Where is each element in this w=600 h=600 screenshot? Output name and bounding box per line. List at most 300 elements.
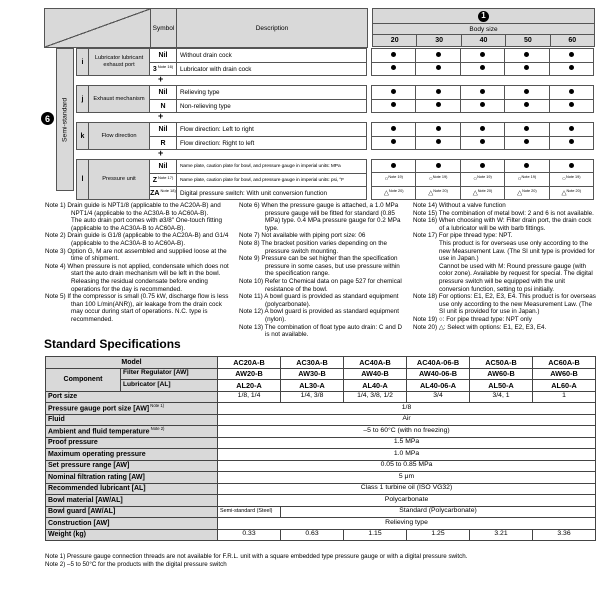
footnote-item: Note 2) –5 to 50°C for the products with the digital pressure switch: [45, 560, 227, 568]
component-value: AW60-B: [470, 368, 533, 380]
group-row-l: [76, 159, 594, 200]
marks-table: [371, 159, 594, 200]
group-options: [150, 123, 366, 149]
spec-row: [46, 506, 596, 518]
filled-dot-icon: [524, 102, 529, 107]
spec-cell: 1/4, 3/8, 1/2: [344, 391, 407, 403]
note-text: This product is for overseas use only according to the new Measurement Law. (The SI unit type is provided for use in Japan.): [439, 239, 595, 263]
filled-dot-icon: [524, 163, 529, 168]
note-text: Note 2) Drain guide is G1/8 (applicable to the AC20A-B) and G1/4 (applicable to the AC30A-B to AC60A-B).: [45, 232, 229, 247]
label-note-ref: Note 1): [149, 403, 165, 409]
option-row: [150, 136, 366, 149]
note-text: Note 20) △: Select with options: E1, E2, E3, E4.: [413, 323, 547, 331]
spec-row-label: Bowl material [AW/AL]: [46, 495, 218, 507]
model-value: AC40A-B: [344, 357, 407, 369]
mark-cell: [460, 173, 504, 186]
open-circle-icon: ○: [562, 176, 566, 184]
spec-first-cell: Semi-standard (Steel): [218, 506, 281, 518]
symbol-cell: Nil: [150, 123, 177, 136]
symbol-header: Symbol: [150, 8, 177, 48]
group-name: Flow direction: [89, 123, 150, 149]
open-circle-icon: ○: [517, 176, 522, 184]
triangle-icon: △: [428, 189, 434, 197]
spec-row-model: [46, 357, 596, 369]
spec-cell: 1: [533, 391, 596, 403]
spec-row-component: [46, 380, 596, 392]
note-text: Note 16) When choosing with W: Filter drain port, the drain cock of a lubricator will be with barb fittings.: [413, 217, 592, 232]
label-note-ref: Note 2): [149, 426, 165, 432]
filled-dot-icon: [569, 163, 574, 168]
note-text: Cannot be used with M: Round pressure gauge (with color zone). Available by request for special. The digital pressure switch will be equipped with the unit conversion function, setting to psi initially.: [439, 262, 593, 293]
open-circle-icon: ○: [428, 176, 433, 184]
mark-cell: [549, 86, 593, 100]
filled-dot-icon: [436, 89, 441, 94]
component-value: AW30-B: [281, 368, 344, 380]
spec-cell: 3/4, 1: [470, 391, 533, 403]
triangle-icon: △: [472, 189, 478, 197]
spec-row: [46, 529, 596, 541]
spec-row-label: Ambient and fluid temperature $^{Note 2)}$: [46, 426, 218, 438]
mark-note-ref: Note 20): [433, 188, 448, 193]
mark-cell: [549, 136, 593, 150]
mark-cell: [372, 173, 416, 186]
open-circle-icon: ○: [384, 176, 389, 184]
note-column: [45, 202, 233, 339]
note-column: [413, 202, 597, 339]
component-value: AL40-A: [344, 380, 407, 392]
spec-span-cell: Relieving type: [218, 518, 596, 530]
marks-row: [372, 136, 594, 150]
filled-dot-icon: [436, 126, 441, 131]
note-item: [239, 202, 407, 232]
note-item: [413, 324, 597, 332]
spec-span-cell: 0.05 to 0.85 MPa: [218, 460, 596, 472]
option-row: [150, 160, 366, 173]
mark-cell: [460, 99, 504, 113]
component-value: AW40-06-B: [407, 368, 470, 380]
component-label: Component: [46, 368, 121, 391]
filled-dot-icon: [436, 52, 441, 57]
description-cell: Lubricator with drain cock: [177, 63, 366, 75]
triangle-icon: △: [383, 189, 389, 197]
mark-cell: [372, 86, 416, 100]
spec-span-cell: 5 μm: [218, 472, 596, 484]
description-cell: Digital pressure switch: With unit conversion function: [177, 187, 366, 199]
spec-row: [46, 472, 596, 484]
option-row: [150, 62, 366, 75]
mark-note-ref: Note 19): [388, 175, 403, 180]
note-item: [239, 293, 407, 308]
group-left: [76, 122, 367, 150]
spec-rest-cell: Standard (Polycarbonate): [281, 506, 596, 518]
mark-cell: [460, 123, 504, 137]
filled-dot-icon: [436, 163, 441, 168]
note-text: Note 17) For pipe thread type: NPT.: [413, 232, 513, 240]
spec-span-cell: Class 1 turbine oil (ISO VG32): [218, 483, 596, 495]
mark-cell: [416, 173, 460, 186]
mark-cell: [372, 123, 416, 137]
spec-row: [46, 391, 596, 403]
model-value: AC40A-06-B: [407, 357, 470, 369]
number-1-badge-icon: 1: [478, 11, 489, 22]
spec-row-label: Bowl guard [AW/AL]: [46, 506, 218, 518]
component-value: AL60-A: [533, 380, 596, 392]
group-letter: k: [77, 123, 89, 149]
group-row-i: [76, 48, 594, 76]
mark-cell: [460, 62, 504, 76]
mark-cell: [549, 160, 593, 173]
spec-cell: 0.33: [218, 529, 281, 541]
filled-dot-icon: [569, 65, 574, 70]
filled-dot-icon: [524, 89, 529, 94]
note-text: Note 10) Refer to Chemical data on page 527 for chemical resistance of the bowl.: [239, 277, 402, 293]
mark-cell: [549, 99, 593, 113]
description-cell: Without drain cock: [177, 49, 366, 62]
specs-table-body: [46, 357, 596, 541]
filled-dot-icon: [524, 65, 529, 70]
symbol-cell: ZA Note 18): [150, 187, 177, 199]
size-col-40: 40: [461, 35, 505, 47]
marks-row: [372, 160, 594, 173]
spec-span-cell: 1.0 MPa: [218, 449, 596, 461]
note-item: [413, 202, 597, 210]
filled-dot-icon: [480, 65, 485, 70]
description-cell: Flow direction: Left to right: [177, 123, 366, 136]
specs-table: [45, 356, 596, 541]
group-left: [76, 159, 367, 200]
marks-table: [371, 48, 594, 76]
note-column: [239, 202, 407, 339]
filled-dot-icon: [569, 139, 574, 144]
spec-span-cell: –5 to 60°C (with no freezing): [218, 426, 596, 438]
group-left: [76, 85, 367, 113]
group-letter: j: [77, 86, 89, 112]
mark-cell: [416, 186, 460, 199]
spec-cell: 1.15: [344, 529, 407, 541]
spec-cell: 3.21: [470, 529, 533, 541]
size-col-30: 30: [417, 35, 461, 47]
specs-footnotes: [45, 553, 597, 568]
group-options: [150, 49, 366, 75]
filled-dot-icon: [524, 139, 529, 144]
filled-dot-icon: [480, 89, 485, 94]
symbol-cell: Nil: [150, 49, 177, 62]
filled-dot-icon: [524, 52, 529, 57]
filled-dot-icon: [480, 126, 485, 131]
group-name: Lubricator lubricant exhaust port: [89, 49, 150, 75]
symbol-cell: N: [150, 100, 177, 112]
option-row: [150, 173, 366, 186]
model-value: AC60A-B: [533, 357, 596, 369]
size-col-50: 50: [506, 35, 550, 47]
component-sub-label: Lubricator [AL]: [121, 380, 218, 392]
spec-cell: 1/8, 1/4: [218, 391, 281, 403]
model-value: AC30A-B: [281, 357, 344, 369]
body-size-badge-cell: [373, 9, 595, 24]
plus-sign: +: [158, 111, 164, 121]
spec-row-label: Set pressure range [AW]: [46, 460, 218, 472]
description-cell: Name plate, caution plate for bowl, and pressure gauge in imperial units: psi, °F: [177, 174, 366, 186]
mark-cell: [460, 86, 504, 100]
description-cell: Name plate, caution plate for bowl, and pressure gauge in imperial units: MPa: [177, 160, 366, 173]
marks-table: [371, 85, 594, 113]
option-row: [150, 99, 366, 112]
group-letter: i: [77, 49, 89, 75]
mark-note-ref: Note 20): [566, 188, 582, 193]
mark-cell: [460, 49, 504, 63]
mark-note-ref: Note 19): [521, 175, 537, 180]
filled-dot-icon: [480, 102, 485, 107]
note-item: [239, 232, 407, 240]
description-cell: Non-relieving type: [177, 100, 366, 112]
spec-row-label: Construction [AW]: [46, 518, 218, 530]
mark-cell: [416, 86, 460, 100]
note-text: Note 12) A bowl guard is provided as standard equipment (nylon).: [239, 308, 399, 323]
note-item: [45, 232, 233, 247]
mark-note-ref: Note 20): [522, 188, 537, 193]
filled-dot-icon: [569, 52, 574, 57]
mark-cell: [416, 99, 460, 113]
component-value: AW40-B: [344, 368, 407, 380]
spec-span-cell: Polycarbonate: [218, 495, 596, 507]
note-text: Note 18) For options: E1, E2, E3, E4. This product is for overseas use only according to the new Measurement Law. (The SI unit is provided for use in Japan.): [413, 293, 596, 316]
mark-cell: [505, 49, 549, 63]
component-value: AL20-A: [218, 380, 281, 392]
mark-cell: [416, 123, 460, 137]
note-text: Note 8) The bracket position varies depending on the pressure switch mounting.: [239, 239, 387, 255]
note-item: [239, 308, 407, 323]
filled-dot-icon: [391, 139, 396, 144]
component-value: AW60-B: [533, 368, 596, 380]
marks-row: [372, 86, 594, 100]
semi-standard-badge-icon: 6: [41, 112, 54, 125]
mark-cell: [549, 186, 593, 199]
filled-dot-icon: [569, 126, 574, 131]
spec-row: [46, 414, 596, 426]
spec-span-cell: Air: [218, 414, 596, 426]
filled-dot-icon: [480, 52, 485, 57]
spec-row-label: Fluid: [46, 414, 218, 426]
note-item: [239, 278, 407, 293]
note-item: [413, 293, 597, 316]
symbol-cell: 3 Note 16): [150, 63, 177, 75]
symbol-cell: Z Note 17): [150, 174, 177, 186]
note-text: Note 13) The combination of float type auto drain: C and D is not available.: [239, 323, 402, 339]
plus-separator: [76, 113, 594, 122]
semi-standard-label: Semi-standard: [56, 48, 74, 191]
mark-note-ref: Note 19): [432, 175, 448, 180]
mark-cell: [372, 99, 416, 113]
spec-row-label: Maximum operating pressure: [46, 449, 218, 461]
note-item: [45, 248, 233, 263]
mark-cell: [416, 49, 460, 63]
component-sub-label: Filter Regulator [AW]: [121, 368, 218, 380]
spec-row: [46, 403, 596, 415]
filled-dot-icon: [391, 126, 396, 131]
note-text: Note 9) Pressure can be set higher than the specification pressure in some cases, but use pressure within the specification range.: [239, 255, 400, 278]
model-value: AC20A-B: [218, 357, 281, 369]
mark-cell: [505, 99, 549, 113]
symbol-note-ref: Note 16): [157, 64, 174, 69]
diagonal-header-cell: [44, 8, 150, 48]
mark-cell: [505, 186, 549, 199]
spec-span-cell: 1.5 MPa: [218, 437, 596, 449]
filled-dot-icon: [569, 102, 574, 107]
mark-note-ref: Note 19): [565, 175, 581, 180]
group-row-k: [76, 122, 594, 150]
mark-cell: [505, 136, 549, 150]
option-row: [150, 86, 366, 99]
group-letter: l: [77, 160, 89, 199]
mark-cell: [505, 173, 549, 186]
component-value: AL30-A: [281, 380, 344, 392]
spec-row-label: Nominal filtration rating [AW]: [46, 472, 218, 484]
note-item: [45, 293, 233, 323]
group-options: [150, 160, 366, 199]
note-item: [413, 316, 597, 324]
selector-header: [44, 8, 368, 48]
mark-cell: [372, 160, 416, 173]
triangle-icon: △: [517, 189, 523, 197]
mark-cell: [372, 136, 416, 150]
body-size-header-table: [372, 8, 595, 47]
size-col-60: 60: [550, 35, 594, 47]
plus-separator: [76, 150, 594, 159]
filled-dot-icon: [436, 102, 441, 107]
mark-cell: [372, 62, 416, 76]
group-row-j: [76, 85, 594, 113]
option-row: [150, 186, 366, 199]
mark-cell: [460, 160, 504, 173]
spec-row-label: Pressure gauge port size [AW] $^{Note 1)}$: [46, 403, 218, 415]
mark-cell: [460, 136, 504, 150]
spec-row-label: Recommended lubricant [AL]: [46, 483, 218, 495]
open-circle-icon: ○: [473, 176, 478, 184]
option-row: [150, 123, 366, 136]
specs-title: Standard Specifications: [44, 337, 181, 351]
note-item: [413, 232, 597, 293]
mark-cell: [505, 160, 549, 173]
spec-row-label: Weight (kg): [46, 529, 218, 541]
description-header: Description: [177, 8, 368, 48]
group-options: [150, 86, 366, 112]
note-item: [45, 263, 233, 293]
component-value: AL40-06-A: [407, 380, 470, 392]
spec-row-component: [46, 368, 596, 380]
note-text: Note 6) When the pressure gauge is attached, a 1.0 MPa pressure gauge will be fitted for standard (0.85 MPa) type. 0.4 MPa pressure gauge for 0.2 MPa type.: [239, 202, 401, 232]
filled-dot-icon: [480, 139, 485, 144]
marks-row: [372, 62, 594, 76]
note-text: Note 15) The combination of metal bowl: 2 and 6 is not available.: [413, 209, 594, 217]
mark-note-ref: Note 19): [477, 175, 492, 180]
mark-cell: [549, 123, 593, 137]
footnote-item: Note 1) Pressure gauge connection threads are not available for F.R.L. unit with a square embedded type pressure gauge or with a digital pressure switch.: [45, 553, 468, 560]
marks-row: [372, 173, 594, 186]
mark-cell: [549, 62, 593, 76]
spec-cell: 3/4: [407, 391, 470, 403]
filled-dot-icon: [569, 89, 574, 94]
group-left: [76, 48, 367, 76]
mark-cell: [549, 173, 593, 186]
size-col-20: 20: [373, 35, 417, 47]
filled-dot-icon: [436, 65, 441, 70]
note-text: Note 3) Option G, M are not assembled and supplied loose at the time of shipment.: [45, 247, 227, 263]
spec-cell: 1/4, 3/8: [281, 391, 344, 403]
note-text: Note 4) When pressure is not applied, condensate which does not start the auto drain mechanism will be left in the bowl. Releasing the residual condensate before ending operations for the day is recommended.: [45, 262, 229, 293]
marks-row: [372, 123, 594, 137]
mark-note-ref: Note 20): [388, 188, 404, 193]
plus-sign: +: [158, 148, 164, 158]
note-text: Note 5) If the compressor is small (0.75 kW, discharge flow is less than 100 L/min(ANR)), air leakage from the drain cock may occur during start of operations. N.C. type is recommended.: [45, 293, 229, 323]
spec-cell: 3.36: [533, 529, 596, 541]
description-cell: Flow direction: Right to left: [177, 137, 366, 149]
group-name: Pressure unit: [89, 160, 150, 199]
plus-separator: [76, 76, 594, 85]
note-text: Note 1) Drain guide is NPT1/8 (applicable to the AC20A-B) and NPT1/4 (applicable to the AC30A-B to AC60A-B).: [45, 202, 221, 217]
note-text: Note 11) A bowl guard is provided as standard equipment (polycarbonate).: [239, 293, 399, 308]
marks-table: [371, 122, 594, 150]
note-item: [239, 324, 407, 339]
symbol-cell: Nil: [150, 86, 177, 99]
mark-cell: [416, 136, 460, 150]
model-label: Model: [46, 357, 218, 369]
spec-row-label: Proof pressure: [46, 437, 218, 449]
filled-dot-icon: [436, 139, 441, 144]
marks-row: [372, 99, 594, 113]
spec-cell: 0.63: [281, 529, 344, 541]
note-text: Note 19) ○: For pipe thread type: NPT only: [413, 315, 532, 323]
filled-dot-icon: [391, 52, 396, 57]
spec-row: [46, 483, 596, 495]
filled-dot-icon: [480, 163, 485, 168]
note-item: [45, 202, 233, 232]
mark-cell: [460, 186, 504, 199]
symbol-cell: R: [150, 137, 177, 149]
spec-row: [46, 449, 596, 461]
symbol-cell: Nil: [150, 160, 177, 173]
note-item: [239, 240, 407, 255]
group-name: Exhaust mechanism: [89, 86, 150, 112]
filled-dot-icon: [391, 163, 396, 168]
spec-row: [46, 437, 596, 449]
note-item: [239, 255, 407, 278]
spec-row: [46, 518, 596, 530]
note-text: The auto drain port comes with ø3/8" One-touch fitting (applicable to the AC30A-B to AC60A-B).: [71, 217, 222, 232]
marks-row: [372, 186, 594, 199]
component-value: AW20-B: [218, 368, 281, 380]
note-text: Note 7) Not available with piping port size: 06: [239, 232, 366, 240]
mark-cell: [505, 86, 549, 100]
mark-note-ref: Note 20): [477, 188, 493, 193]
mark-cell: [416, 160, 460, 173]
component-value: AL50-A: [470, 380, 533, 392]
spec-cell: 1.25: [407, 529, 470, 541]
filled-dot-icon: [391, 65, 396, 70]
option-row: [150, 49, 366, 62]
mark-cell: [505, 62, 549, 76]
plus-sign: +: [158, 74, 164, 84]
mark-cell: [372, 186, 416, 199]
filled-dot-icon: [391, 102, 396, 107]
spec-row: [46, 426, 596, 438]
filled-dot-icon: [391, 89, 396, 94]
triangle-icon: △: [561, 189, 567, 197]
note-text: Note 14) Without a valve function: [413, 202, 506, 209]
body-size-label: Body size: [373, 24, 595, 35]
mark-cell: [549, 49, 593, 63]
mark-cell: [372, 49, 416, 63]
body-size-columns: [373, 35, 595, 47]
